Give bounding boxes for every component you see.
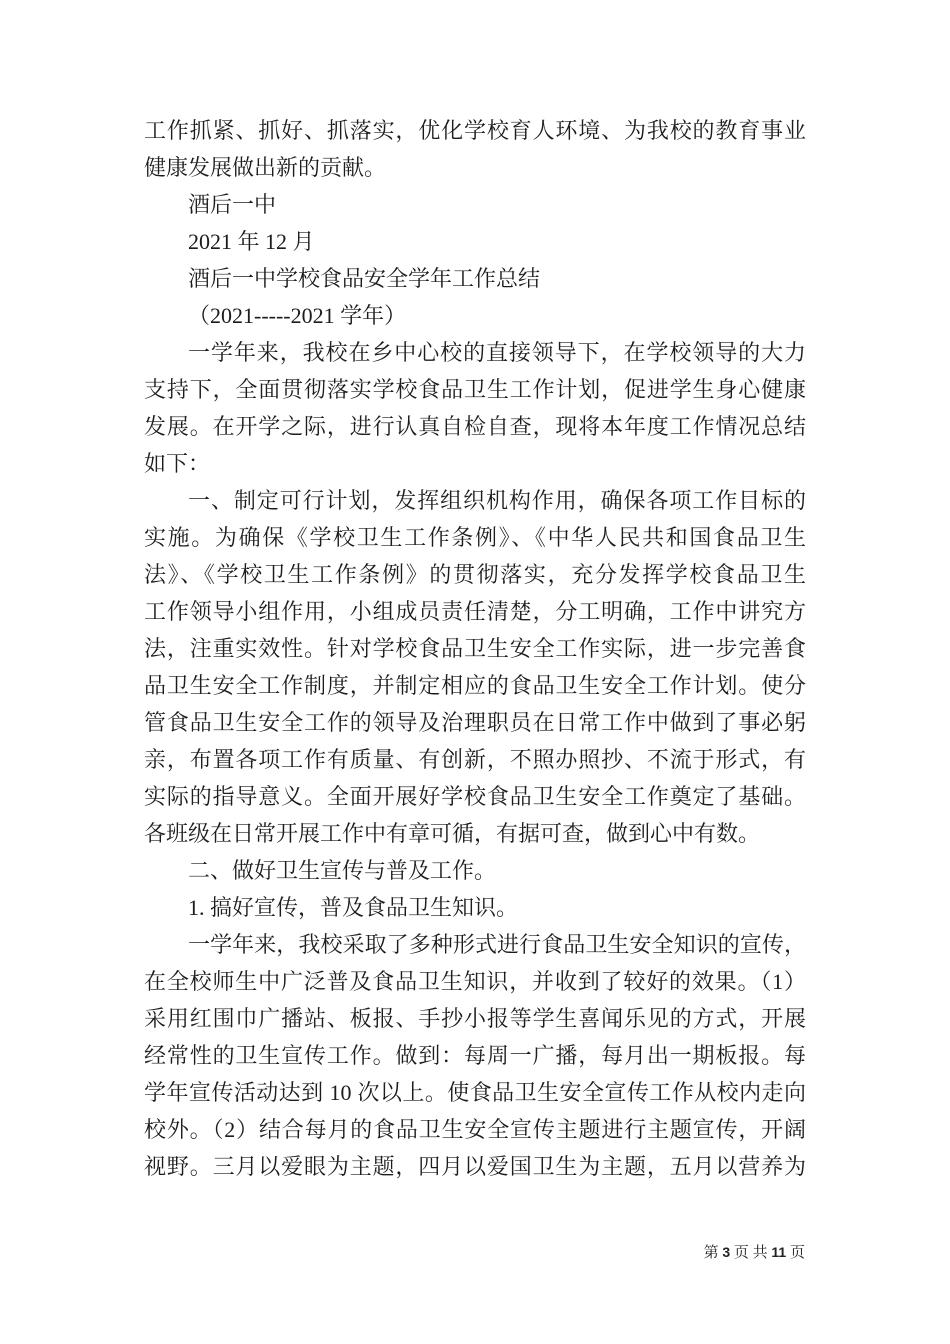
text-line: 学年宣传活动达到 10 次以上。使食品卫生安全宣传工作从校内走向 xyxy=(144,1080,806,1105)
text-line: 实施。为确保《学校卫生工作条例》、《中华人民共和国食品卫生 xyxy=(144,525,806,550)
text-line: 一学年来，我校在乡中心校的直接领导下，在学校领导的大力 xyxy=(188,340,806,365)
document-body xyxy=(144,112,806,1185)
text-line: 视野。三月以爱眼为主题，四月以爱国卫生为主题，五月以营养为 xyxy=(144,1154,806,1179)
text-line: 在全校师生中广泛普及食品卫生知识，并收到了较好的效果。（1） xyxy=(144,969,806,994)
page-footer xyxy=(704,1242,805,1263)
text-line-section-2: 二、做好卫生宣传与普及工作。 xyxy=(188,858,497,883)
text-line: 法，注重实效性。针对学校食品卫生安全工作实际，进一步完善食 xyxy=(144,636,806,661)
text-line-subsection-1: 1. 搞好宣传，普及食品卫生知识。 xyxy=(188,895,519,920)
text-line: 法》、《学校卫生工作条例》的贯彻落实，充分发挥学校食品卫生 xyxy=(144,562,806,587)
footer-page-number: 3 xyxy=(722,1244,731,1260)
text-line: 品卫生安全工作制度，并制定相应的食品卫生安全工作计划。使分 xyxy=(144,673,806,698)
text-line: 各班级在日常开展工作中有章可循，有据可查，做到心中有数。 xyxy=(144,821,761,846)
footer-label-prefix: 第 xyxy=(703,1245,723,1261)
text-line: 健康发展做出新的贡献。 xyxy=(144,155,387,180)
footer-total-pages: 11 xyxy=(771,1244,787,1260)
text-line: 亲，布置各项工作有质量、有创新，不照办照抄、不流于形式，有 xyxy=(144,747,806,772)
text-line-title: 酒后一中学校食品安全学年工作总结 xyxy=(188,266,541,291)
text-line-signature: 酒后一中 xyxy=(188,192,277,217)
footer-label-suffix: 页 xyxy=(786,1245,805,1261)
text-line-section-1: 一、制定可行计划，发挥组织机构作用，确保各项工作目标的 xyxy=(188,488,806,513)
text-line: 实际的指导意义。全面开展好学校食品卫生安全工作奠定了基础。 xyxy=(144,784,806,809)
text-line-subtitle: （2021-----2021 学年） xyxy=(188,303,407,328)
text-line: 如下： xyxy=(144,451,211,476)
text-line: 校外。（2）结合每月的食品卫生安全宣传主题进行主题宣传，开阔 xyxy=(144,1117,806,1142)
text-line: 管食品卫生安全工作的领导及治理职员在日常工作中做到了事必躬 xyxy=(144,710,806,735)
text-line: 发展。在开学之际，进行认真自检自查，现将本年度工作情况总结 xyxy=(144,414,806,439)
text-line: 一学年来，我校采取了多种形式进行食品卫生安全知识的宣传， xyxy=(188,932,806,957)
text-line: 经常性的卫生宣传工作。做到：每周一广播，每月出一期板报。每 xyxy=(144,1043,806,1068)
text-line: 工作领导小组作用，小组成员责任清楚，分工明确，工作中讲究方 xyxy=(144,599,806,624)
text-line: 工作抓紧、抓好、抓落实，优化学校育人环境、为我校的教育事业 xyxy=(144,118,806,143)
text-line: 支持下，全面贯彻落实学校食品卫生工作计划，促进学生身心健康 xyxy=(144,377,806,402)
text-line: 采用红围巾广播站、板报、手抄小报等学生喜闻乐见的方式，开展 xyxy=(144,1006,806,1031)
footer-label-middle: 页 共 xyxy=(730,1245,772,1261)
text-line-date: 2021 年 12 月 xyxy=(188,229,315,254)
